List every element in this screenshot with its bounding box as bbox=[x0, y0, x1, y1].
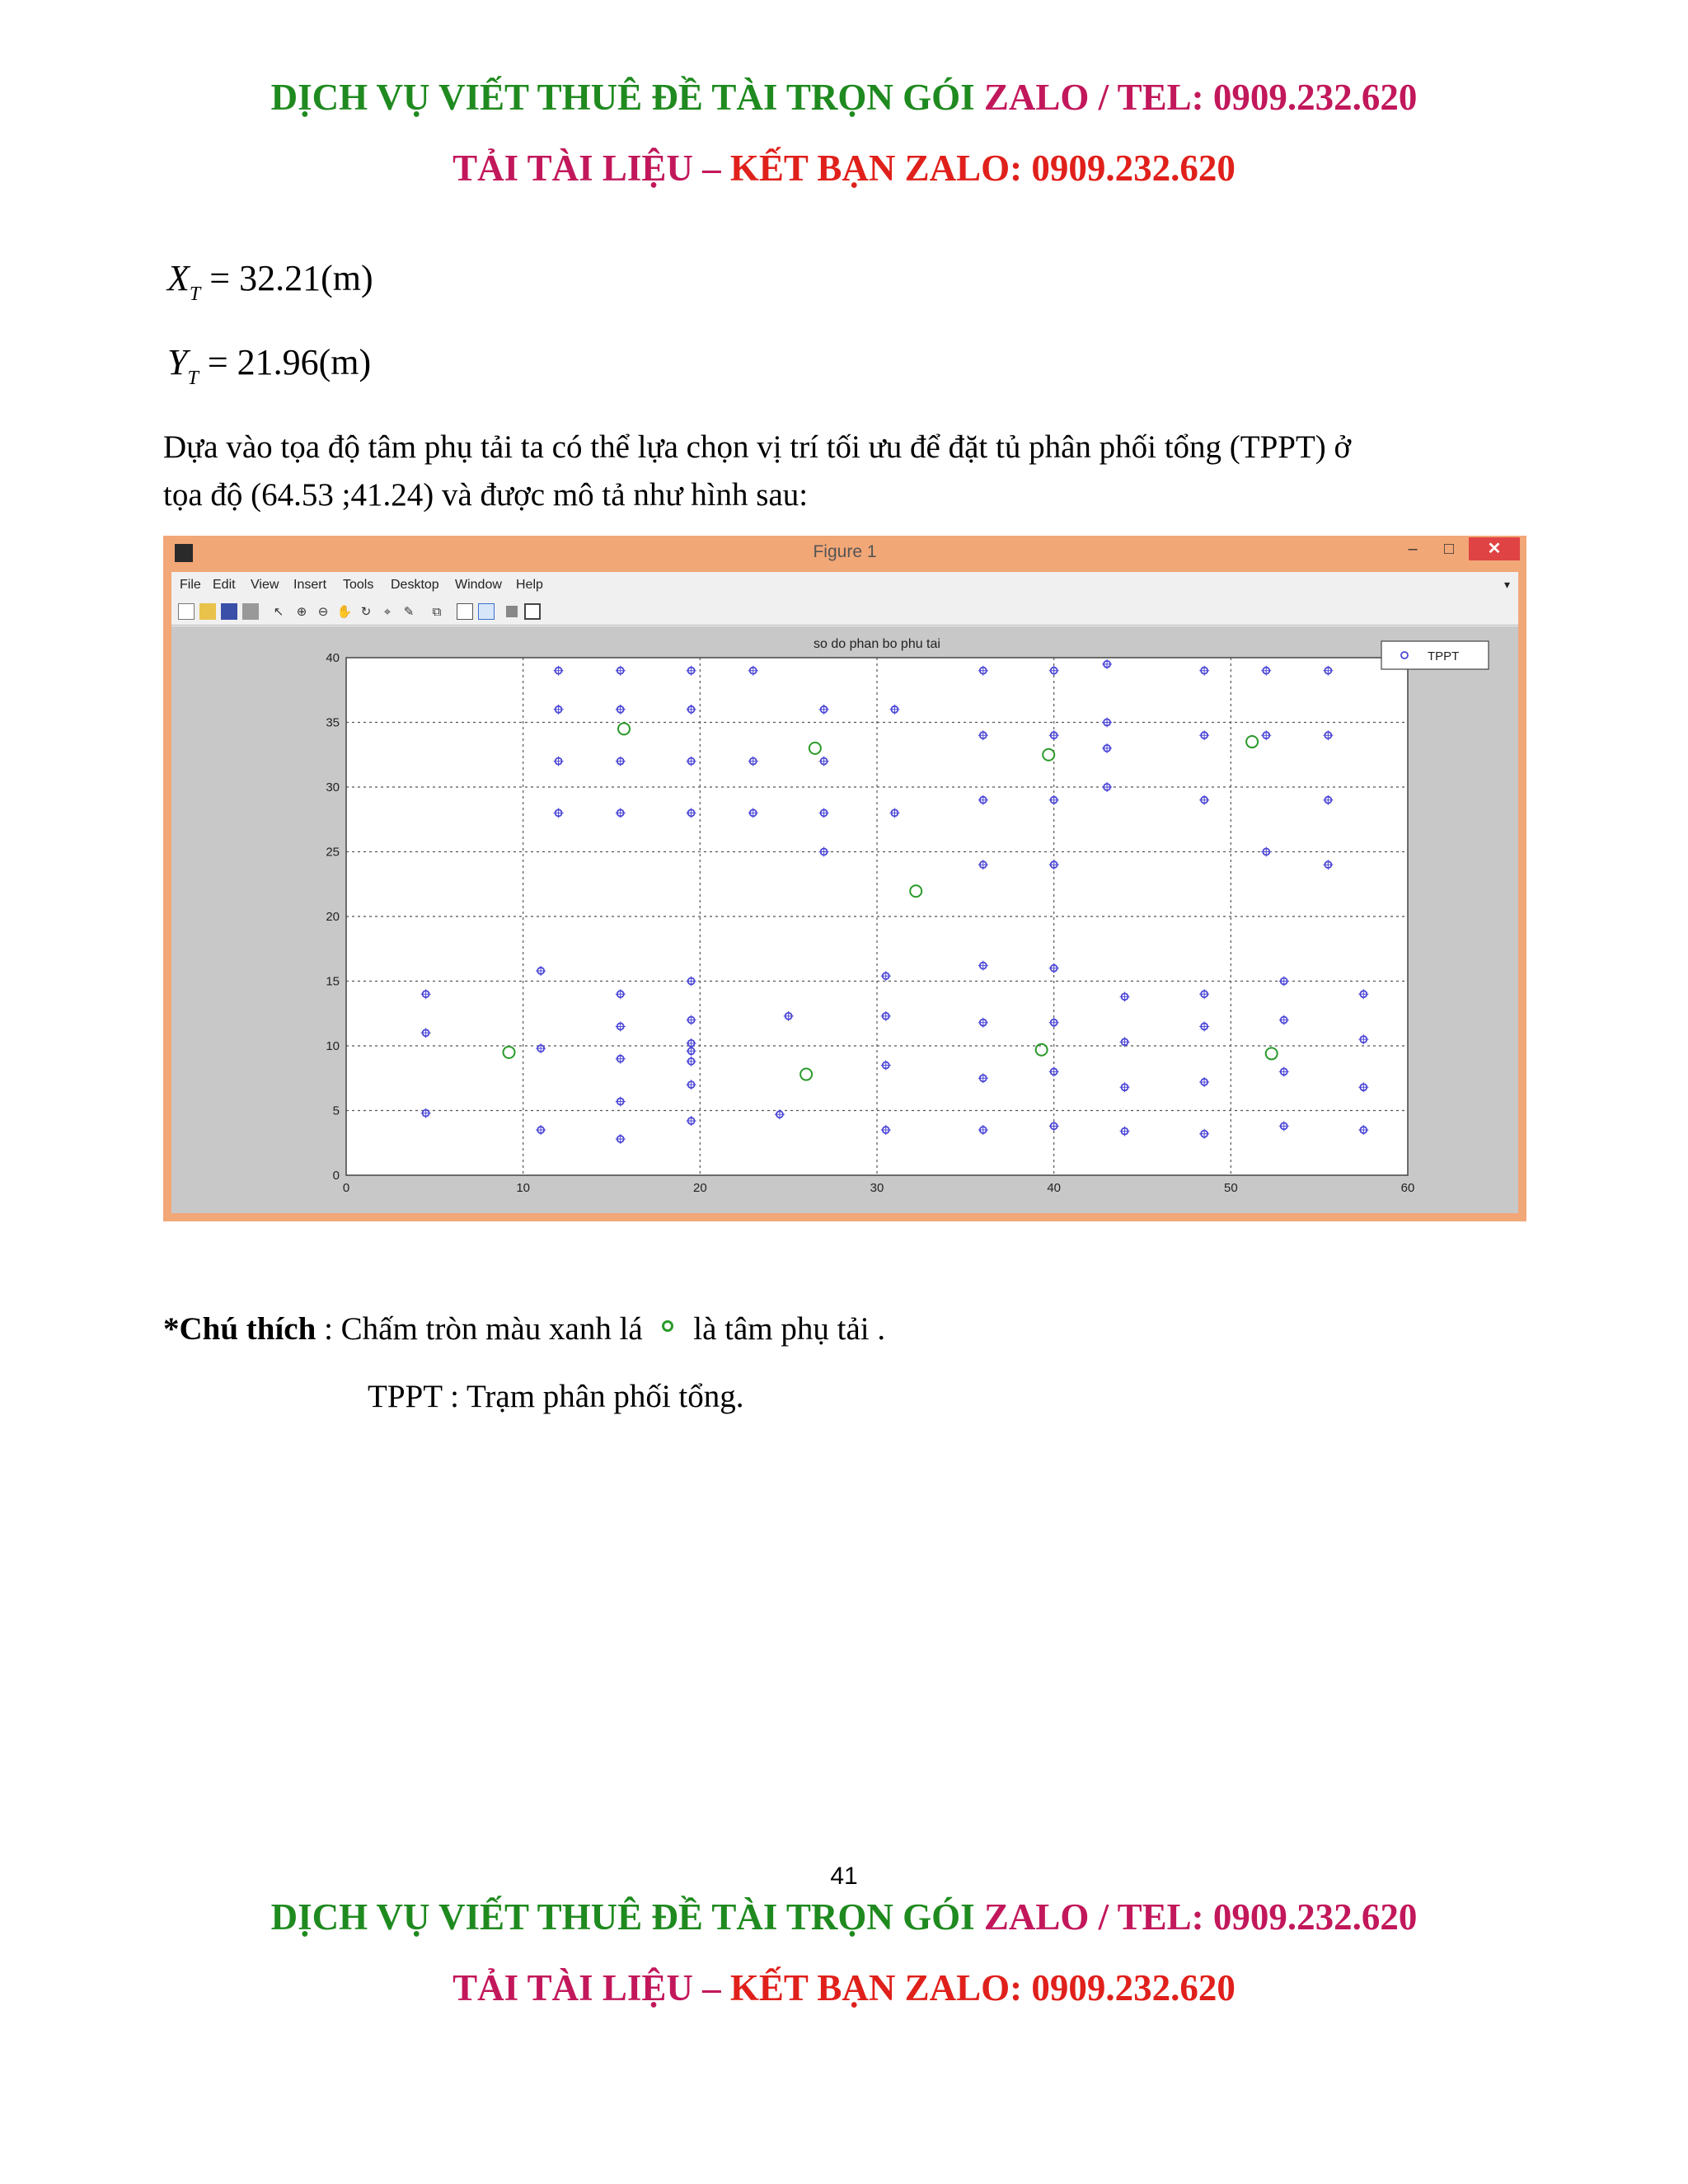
caption-label: *Chú thích bbox=[163, 1311, 316, 1347]
green-circle-icon bbox=[662, 1320, 673, 1332]
show-plot-tools-icon[interactable] bbox=[524, 603, 541, 620]
footer-banner-line1 bbox=[0, 1896, 1688, 1938]
footer-download-text: TẢI TÀI LIỆU – bbox=[452, 1967, 721, 2008]
header-download-text: TẢI TÀI LIỆU – bbox=[452, 148, 721, 189]
footer-banner-line2 bbox=[0, 1966, 1688, 2009]
link-plot-icon[interactable]: ⧉ bbox=[432, 604, 442, 619]
rotate-icon[interactable]: ↻ bbox=[360, 604, 372, 619]
header-banner-line1 bbox=[0, 76, 1688, 119]
x-tick-label: 50 bbox=[1223, 1181, 1238, 1195]
zoom-out-icon[interactable]: ⊖ bbox=[317, 604, 329, 619]
open-file-icon[interactable] bbox=[199, 603, 216, 620]
formula-x-var: X bbox=[167, 258, 190, 298]
y-tick-label: 35 bbox=[326, 715, 340, 730]
footer-service-text: DỊCH VỤ VIẾT THUÊ ĐỀ TÀI TRỌN GÓI bbox=[270, 1896, 975, 1938]
paragraph-line-1: Dựa vào tọa độ tâm phụ tải ta có thể lựa chọn vị trí tối ưu để đặt tủ phân phối tổng (TPPT) ở bbox=[163, 429, 1352, 465]
formula-x-value: = 32.21(m) bbox=[209, 258, 373, 298]
formula-y-value: = 21.96(m) bbox=[207, 342, 372, 382]
formula-xt bbox=[167, 257, 373, 306]
print-icon[interactable] bbox=[242, 603, 259, 620]
menu-desktop[interactable]: Desktop bbox=[391, 578, 439, 592]
paragraph-line-2: tọa độ (64.53 ;41.24) và được mô tả như hình sau: bbox=[163, 477, 809, 513]
figure-title: Figure 1 bbox=[813, 542, 877, 561]
formula-x-sub: T bbox=[189, 284, 201, 305]
y-tick-label: 15 bbox=[326, 974, 340, 989]
x-tick-label: 10 bbox=[516, 1181, 531, 1195]
footer-zalo-text: KẾT BẠN ZALO: 0909.232.620 bbox=[729, 1967, 1236, 2008]
x-tick-label: 0 bbox=[342, 1181, 350, 1195]
x-tick-label: 30 bbox=[870, 1181, 884, 1195]
menu-edit[interactable]: Edit bbox=[213, 578, 236, 592]
figure-toolbar bbox=[171, 598, 1518, 626]
brush-icon[interactable]: ✎ bbox=[403, 604, 415, 619]
formula-yt bbox=[167, 341, 371, 390]
plot-area bbox=[171, 626, 1518, 1213]
page-number: 41 bbox=[830, 1863, 858, 1890]
body-paragraph bbox=[163, 424, 1531, 519]
figure-client-area bbox=[171, 572, 1518, 1213]
menu-help[interactable]: Help bbox=[516, 578, 543, 592]
y-tick-label: 20 bbox=[326, 910, 340, 924]
y-tick-label: 30 bbox=[326, 780, 340, 794]
new-figure-icon[interactable] bbox=[178, 603, 195, 620]
header-banner-line2 bbox=[0, 147, 1688, 190]
caption-text-before: : Chấm tròn màu xanh lá bbox=[316, 1311, 651, 1347]
data-cursor-icon[interactable]: ⌖ bbox=[383, 604, 392, 619]
figure-titlebar bbox=[163, 536, 1526, 572]
maximize-button[interactable]: □ bbox=[1443, 540, 1455, 558]
x-tick-label: 60 bbox=[1400, 1181, 1415, 1195]
menu-file[interactable]: File bbox=[180, 578, 201, 592]
y-tick-label: 5 bbox=[332, 1104, 340, 1118]
x-tick-label: 20 bbox=[692, 1181, 707, 1195]
pointer-icon[interactable]: ↖ bbox=[273, 604, 284, 619]
scatter-chart bbox=[171, 626, 1518, 1213]
legend-label: TPPT bbox=[1428, 649, 1460, 663]
menu-tools[interactable]: Tools bbox=[343, 578, 374, 592]
chart-title: so do phan bo phu tai bbox=[814, 637, 940, 651]
save-icon[interactable] bbox=[221, 603, 237, 620]
formula-y-sub: T bbox=[187, 368, 199, 389]
close-button[interactable]: ✕ bbox=[1469, 537, 1520, 560]
y-tick-label: 10 bbox=[326, 1039, 340, 1053]
minimize-button[interactable]: – bbox=[1408, 540, 1418, 558]
pan-icon[interactable]: ✋ bbox=[336, 604, 353, 619]
x-tick-label: 40 bbox=[1047, 1181, 1062, 1195]
menu-overflow-icon[interactable]: ▾ bbox=[1503, 578, 1510, 591]
header-contact-text: ZALO / TEL: 0909.232.620 bbox=[983, 77, 1418, 118]
y-tick-label: 25 bbox=[326, 845, 340, 860]
formula-y-var: Y bbox=[167, 342, 188, 382]
caption-text-after: là tâm phụ tải . bbox=[685, 1311, 886, 1347]
insert-legend-icon[interactable] bbox=[478, 603, 495, 620]
y-tick-label: 0 bbox=[332, 1169, 340, 1183]
hide-plot-tools-icon[interactable] bbox=[506, 606, 518, 617]
header-zalo-text: KẾT BẠN ZALO: 0909.232.620 bbox=[729, 148, 1236, 189]
y-tick-label: 40 bbox=[326, 651, 340, 665]
menu-insert[interactable]: Insert bbox=[293, 578, 327, 592]
menu-view[interactable]: View bbox=[251, 578, 279, 592]
footer-contact-text: ZALO / TEL: 0909.232.620 bbox=[983, 1896, 1418, 1938]
figure-caption bbox=[163, 1310, 885, 1347]
zoom-in-icon[interactable]: ⊕ bbox=[296, 604, 307, 619]
caption-tppt-definition: TPPT : Trạm phân phối tổng. bbox=[368, 1379, 744, 1414]
insert-colorbar-icon[interactable] bbox=[457, 603, 473, 620]
header-service-text: DỊCH VỤ VIẾT THUÊ ĐỀ TÀI TRỌN GÓI bbox=[270, 77, 975, 118]
figure-menubar bbox=[171, 572, 1518, 598]
menu-window[interactable]: Window bbox=[455, 578, 502, 592]
matlab-figure-window bbox=[163, 536, 1526, 1221]
